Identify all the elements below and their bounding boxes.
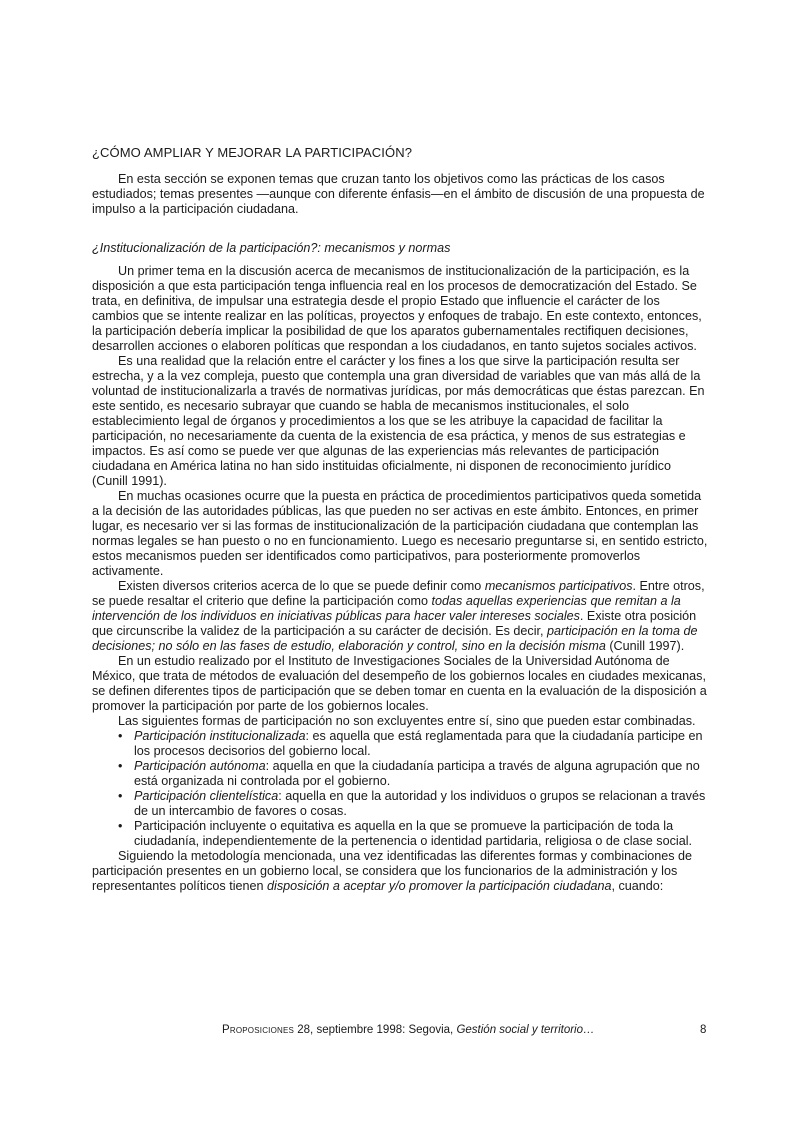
paragraph-5: En un estudio realizado por el Instituto de Investigaciones Sociales de la Universidad Autónoma de México, que trata de métodos de evaluación del desempeño de los gobiernos locales en ciudades mexicanas, se definen diferentes tipos de participación que se deben tomar en cuenta en la evaluación de la disposición a promover la participación por parte de los gobiernos locales. [92, 654, 707, 713]
list-item [92, 759, 708, 789]
bullet-marker: • [118, 729, 123, 743]
paragraph-7-text-b: , cuando: [611, 879, 664, 893]
subsection-heading: ¿Institucionalización de la participación?: mecanismos y normas [92, 241, 451, 255]
paragraph-4-citation: (Cunill 1997). [605, 639, 685, 653]
paragraph-4-emphasis-a: mecanismos participativos [484, 579, 633, 593]
article-title: Gestión social y territorio… [456, 1024, 595, 1036]
paragraph-4-text-b: . Entre otros, se puede resaltar el criterio que define la participación como [92, 579, 705, 608]
section-heading: ¿CÓMO AMPLIAR Y MEJORAR LA PARTICIPACIÓN? [92, 145, 413, 160]
list-item [92, 819, 708, 849]
participation-types-list [92, 729, 708, 849]
list-item-term: Participación clientelística [134, 789, 279, 803]
list-item-text: : aquella en que la ciudadanía participa a través de alguna agrupación que no está organizada ni controlada por el gobierno. [134, 759, 700, 788]
paragraph-7 [92, 849, 708, 894]
paragraph-6: Las siguientes formas de participación no son excluyentes entre sí, sino que pueden estar combinadas. [118, 714, 696, 728]
list-item-text: : aquella en que la autoridad y los individuos o grupos se relacionan a través de un intercambio de favores o cosas. [134, 789, 706, 818]
bullet-marker: • [118, 789, 123, 803]
journal-name: Proposiciones [222, 1024, 295, 1036]
bullet-marker: • [118, 759, 123, 773]
paragraph-7-emphasis: disposición a aceptar y/o promover la participación ciudadana [267, 879, 612, 893]
list-item-text: Participación incluyente o equitativa es aquella en la que se promueve la participación de toda la ciudadanía, independientemente de la pertenencia o identidad partidaria, religiosa o de clase social. [134, 819, 693, 848]
paragraph-4-text-c: . Existe otra posición que circunscribe la validez de la participación a su carácter de decisión. Es decir, [92, 609, 697, 638]
paragraph-1: Un primer tema en la discusión acerca de mecanismos de institucionalización de la participación, es la disposición a que esta participación tenga influencia real en los procesos de democratización del Estado. Se trata, en definitiva, de impulsar una estrategia desde el propio Estado que influencie el carácter de los cambios que se intente realizar en las políticas, proyectos y enfoques de trabajo. En este contexto, entonces, la participación debería implicar la posibilidad de que los aparatos gubernamentales rectifiquen decisiones, desarrollen acciones o elaboren políticas que respondan a los ciudadanos, en tanto sujetos sociales activos. [92, 264, 702, 353]
paragraph-4-emphasis-c: participación en la toma de decisiones; no sólo en las fases de estudio, elaboración y control, sino en la decisión misma [92, 624, 698, 653]
paragraph-3: En muchas ocasiones ocurre que la puesta en práctica de procedimientos participativos queda sometida a la decisión de las autoridades públicas, las que pueden no ser activas en este ámbito. Entonces, en primer lugar, es necesario ver si las formas de institucionalización de la participación ciudadana que contemplan las normas legales se han puesto o no en funcionamiento. Luego es necesario preguntarse si, en sentido estricto, estos mecanismos pueden ser identificados como participativos, para posteriormente promoverlos activamente. [92, 489, 708, 578]
body-text [92, 264, 708, 894]
list-item-term: Participación institucionalizada [134, 729, 306, 743]
footer-details: 28, septiembre 1998: Segovia, [294, 1024, 457, 1036]
list-item [92, 789, 708, 819]
paragraph-4-emphasis-b: todas aquellas experiencias que remitan a la intervención de los individuos en iniciativas públicas para hacer valer intereses sociales [92, 594, 681, 623]
list-item-term: Participación autónoma [134, 759, 266, 773]
list-item-text: : es aquella que está reglamentada para que la ciudadanía participe en los procesos decisorios del gobierno local. [134, 729, 703, 758]
page-footer [222, 1024, 622, 1036]
paragraph-7-text-a: Siguiendo la metodología mencionada, una vez identificadas las diferentes formas y combinaciones de participación presentes en un gobierno local, se considera que los funcionarios de la administración y los representantes políticos tienen [92, 849, 693, 893]
paragraph-2: Es una realidad que la relación entre el carácter y los fines a los que sirve la participación resulta ser estrecha, y a la vez compleja, puesto que contempla una gran diversidad de variables que van más allá de la voluntad de institucionalizarla a través de normativas jurídicas, por más democráticas que éstas parezcan. En este sentido, es necesario subrayar que cuando se habla de mecanismos institucionales, el solo establecimiento legal de órganos y procedimientos a los que se les atribuye la capacidad de facilitar la participación, no necesariamente da cuenta de la existencia de esa práctica, y menos de sus estrategias e impactos. Es así como se puede ver que algunas de las experiencias más relevantes de participación ciudadana en América latina no han sido instituidas oficialmente, ni disponen de reconocimiento jurídico (Cunill 1991). [92, 354, 705, 488]
bullet-marker: • [118, 819, 123, 833]
paragraph-4 [92, 579, 708, 654]
paragraph-4-text-a: Existen diversos criterios acerca de lo que se puede definir como [118, 579, 485, 593]
intro-paragraph: En esta sección se exponen temas que cruzan tanto los objetivos como las prácticas de los casos estudiados; temas presentes —aunque con diferente énfasis—en el ámbito de discusión de una propuesta de impulso a la participación ciudadana. [92, 172, 705, 216]
list-item [92, 729, 708, 759]
page-number: 8 [700, 1024, 707, 1036]
